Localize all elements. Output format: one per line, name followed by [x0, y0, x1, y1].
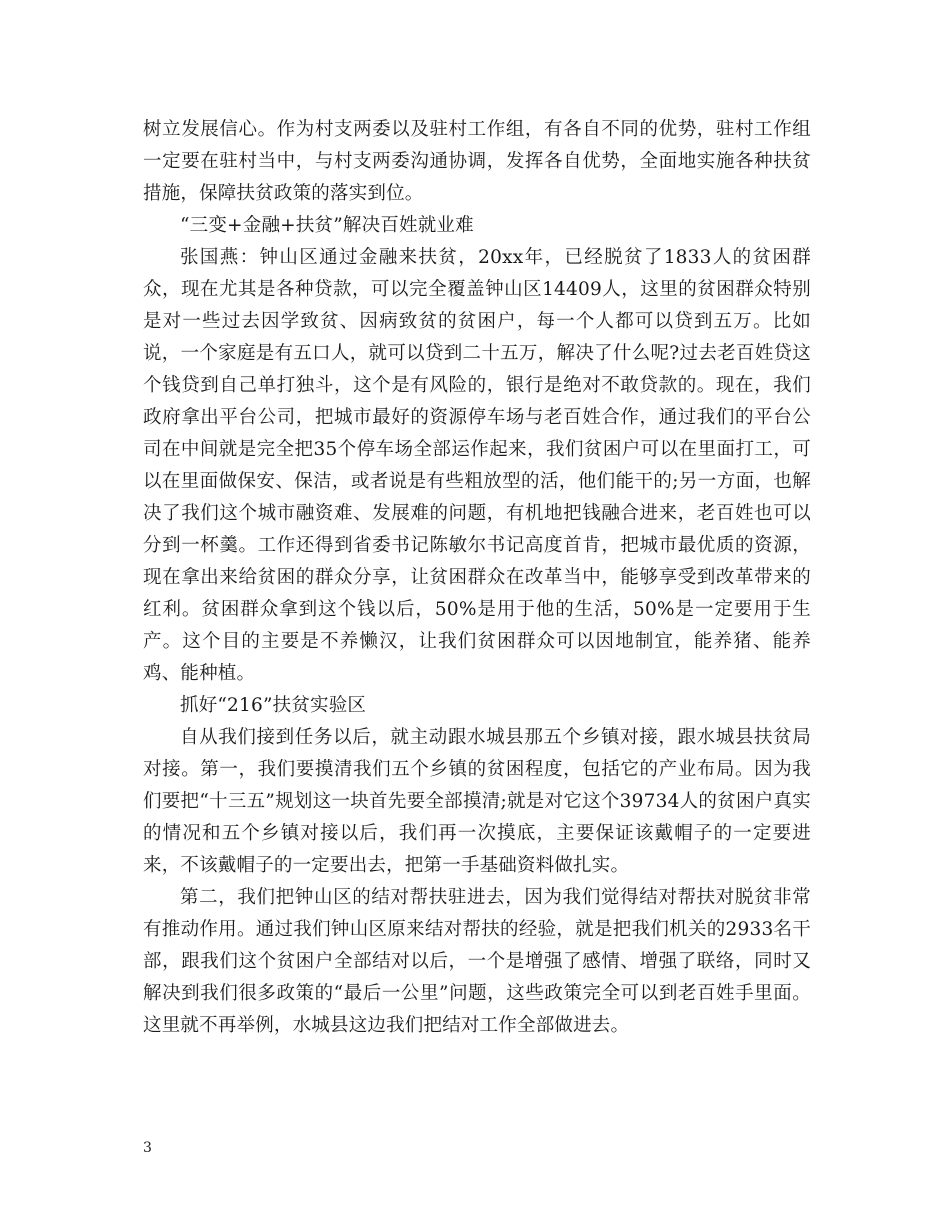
- section-heading-216-experimental-zone: 抓好“216”扶贫实验区: [180, 695, 367, 716]
- paragraph-second-step: 第二，我们把钟山区的结对帮扶驻进去，因为我们觉得结对帮扶对脱贫非常有推动作用。通过我们钟山区原来结对帮扶的经验，就是把我们机关的2933名干部，跟我们这个贫困户全部结对以后，一个是增强了感情、增强了联络，同时又解决到我们很多政策的“最后一公里”问题，这些政策完全可以到老百姓手里面。这里就不再举例，水城县这边我们把结对工作全部做进去。: [143, 887, 811, 1036]
- document-body: [143, 114, 811, 1042]
- paragraph-first-step: 自从我们接到任务以后，就主动跟水城县那五个乡镇对接，跟水城县扶贫局对接。第一，我们要摸清我们五个乡镇的贫困程度，包括它的产业布局。因为我们要把“十三五”规划这一块首先要全部摸清;就是对它这个39734人的贫困户真实的情况和五个乡镇对接以后，我们再一次摸底，主要保证该戴帽子的一定要进来，不该戴帽子的一定要出去，把第一手基础资料做扎实。: [143, 727, 811, 876]
- page-number: 3: [143, 1140, 152, 1156]
- paragraph-zhang-guoyan: 张国燕：钟山区通过金融来扶贫，20xx年，已经脱贫了1833人的贫困群众，现在尤其是各种贷款，可以完全覆盖钟山区14409人，这里的贫困群众特别是对一些过去因学致贫、因病致贫的贫困户，每一个人都可以贷到五万。比如说，一个家庭是有五口人，就可以贷到二十五万，解决了什么呢?过去老百姓贷这个钱贷到自己单打独斗，这个是有风险的，银行是绝对不敢贷款的。现在，我们政府拿出平台公司，把城市最好的资源停车场与老百姓合作，通过我们的平台公司在中间就是完全把35个停车场全部运作起来，我们贫困户可以在里面打工，可以在里面做保安、保洁，或者说是有些粗放型的活，他们能干的;另一方面，也解决了我们这个城市融资难、发展难的问题，有机地把钱融合进来，老百姓也可以分到一杯羹。工作还得到省委书记陈敏尔书记高度首肯，把城市最优质的资源，现在拿出来给贫困的群众分享，让贫困群众在改革当中，能够享受到改革带来的红利。贫困群众拿到这个钱以后，50%是用于他的生活，50%是一定要用于生产。这个目的主要是不养懒汉，让我们贫困群众可以因地制宜，能养猪、能养鸡、能种植。: [143, 247, 811, 684]
- paragraph-continuation: 树立发展信心。作为村支两委以及驻村工作组，有各自不同的优势，驻村工作组一定要在驻村当中，与村支两委沟通协调，发挥各自优势，全面地实施各种扶贫措施，保障扶贫政策的落实到位。: [143, 119, 811, 204]
- section-heading-sanbian-jinrong-fupin: “三变+金融+扶贫”解决百姓就业难: [180, 215, 474, 236]
